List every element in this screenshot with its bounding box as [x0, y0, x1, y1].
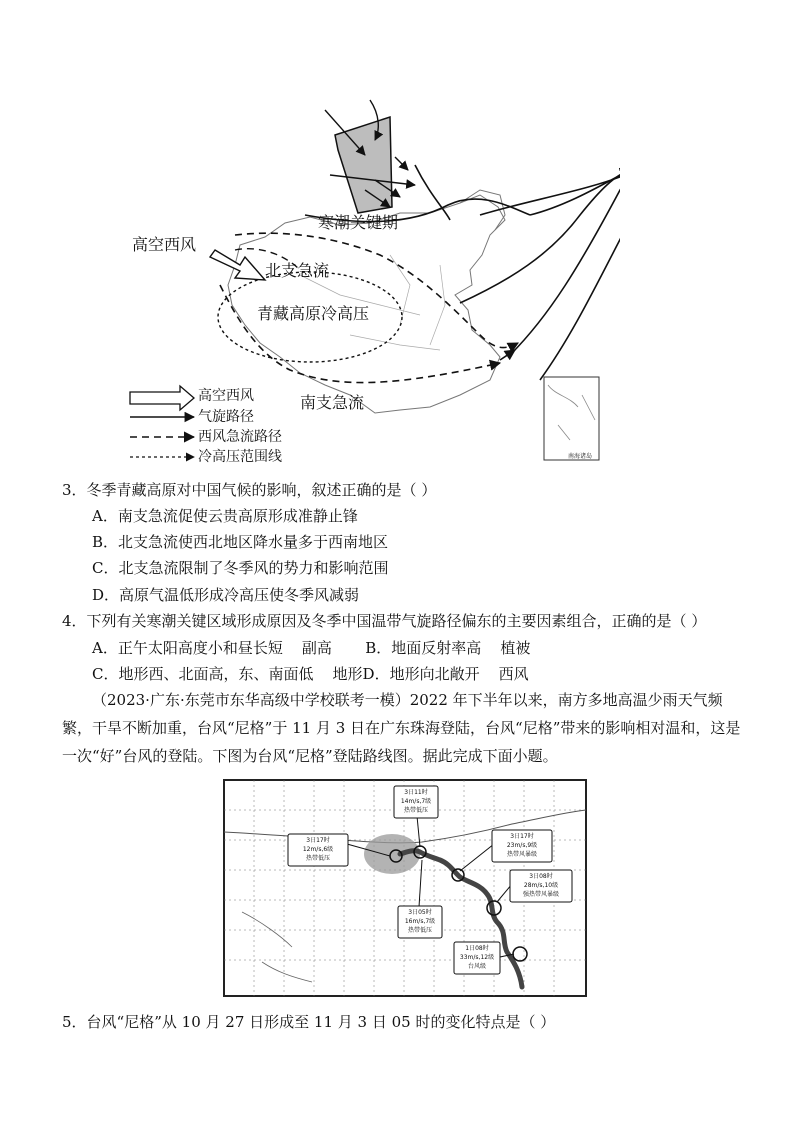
callout-line: 台风级	[467, 963, 486, 970]
cyclone-path	[510, 167, 620, 355]
callout-1	[396, 788, 436, 815]
question-4-stem: 4．下列有关寒潮关键区域形成原因及冬季中国温带气旋路径偏东的主要因素组合，正确的是（ ）	[62, 612, 707, 630]
rainfall-area	[364, 834, 420, 874]
question-3-option-d: D．高原气温低形成冷高压使冬季风减弱	[92, 586, 360, 604]
cyclone-path	[500, 350, 515, 360]
question-4-options-line2: C．地形西、北面高，东、南面低 地形D．地形向北敞开 西风	[92, 665, 529, 683]
question-5-stem: 5．台风“尼格”从 10 月 27 日形成至 11 月 3 日 05 时的变化特点是（ ）	[62, 1013, 556, 1031]
south-jet-label: 南支急流	[300, 393, 365, 412]
callout-line: 3日17时	[306, 837, 330, 844]
callout-5	[400, 908, 440, 935]
legend-label: 气旋路径	[198, 409, 254, 425]
callout-3	[494, 832, 550, 859]
legend-label: 西风急流路径	[198, 429, 282, 445]
question-3-option-b: B．北支急流使西北地区降水量多于西南地区	[92, 533, 389, 551]
upper-westerly-label: 高空西风	[132, 235, 197, 254]
legend-hollow-arrow-icon	[130, 386, 194, 410]
callout-6	[456, 944, 498, 971]
cold-wave-arrow	[395, 157, 408, 170]
question-4-options-line1: A．正午太阳高度小和昼长短 副高 B．地面反射率高 植被	[92, 639, 531, 657]
callout-line: 热带低压	[403, 807, 428, 814]
cold-wave-map-svg	[100, 95, 620, 470]
cyclone-path	[460, 170, 620, 303]
callout-line: 28m/s,10级	[523, 882, 559, 889]
callout-line: 14m/s,7级	[400, 798, 432, 805]
typhoon-track-map	[222, 772, 590, 1000]
callout-line: 强热带风暴级	[522, 891, 559, 898]
question-3-option-c: C．北支急流限制了冬季风的势力和影响范围	[92, 559, 389, 577]
callout-line: 热带低压	[407, 927, 432, 934]
callout-line: 热带低压	[305, 855, 330, 862]
question-3-stem: 3．冬季青藏高原对中国气候的影响，叙述正确的是（ ）	[62, 481, 437, 499]
passage: （2023·广东·东莞市东华高级中学校联考一模）2022 年下半年以来，南方多地高温少雨天气频繁，干旱不断加重，台风“尼格”于 11 月 3 日在广东珠海登陆，台风“尼格”带来的影响相对温和，这是一次“好”台风的登陆。下图为台风“尼格”登陆路线图。据此完成下面小题。	[62, 691, 741, 765]
north-jet-label: 北支急流	[265, 261, 330, 280]
callout-line: 3日05时	[408, 909, 432, 916]
callout-line: 热带风暴级	[506, 851, 537, 858]
callout-2	[290, 836, 346, 863]
callout-line: 1日08时	[465, 945, 489, 952]
callout-line: 3日17时	[510, 833, 534, 840]
south-jet-path	[220, 285, 500, 383]
north-jet-path	[235, 233, 518, 347]
legend-label: 高空西风	[198, 388, 254, 404]
cold-wave-label: 寒潮关键期	[318, 213, 399, 232]
callout-line: 33m/s,12级	[459, 954, 495, 961]
callout-line: 3日11时	[404, 789, 428, 796]
legend-label: 冷高压范围线	[198, 449, 282, 465]
plateau-high-label: 青藏高原冷高压	[257, 304, 370, 323]
callout-4	[512, 872, 570, 899]
callout-line: 23m/s,9级	[506, 842, 538, 849]
inset-label: 南海诸岛	[568, 453, 593, 460]
callout-line: 12m/s,6级	[302, 846, 334, 853]
callout-line: 16m/s,7级	[404, 918, 436, 925]
callout-line: 3日08时	[529, 873, 553, 880]
cold-wave-map	[100, 95, 620, 470]
question-3-option-a: A．南支急流促使云贵高原形成准静止锋	[92, 507, 358, 525]
